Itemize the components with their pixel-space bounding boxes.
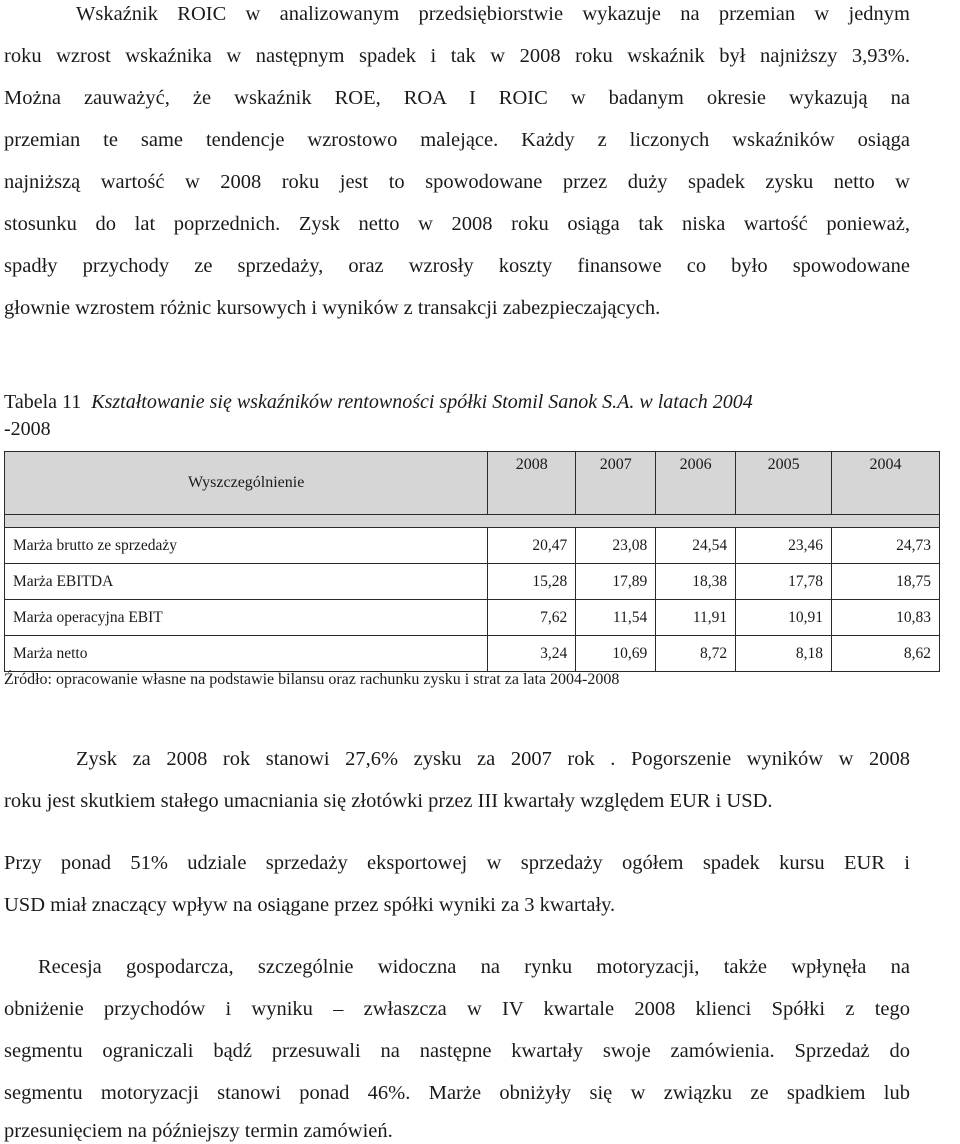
table-header-year: 2005	[736, 452, 832, 515]
text-line: segmentu ograniczali bądź przesuwali na następne kwartały swoje zamówienia. Sprzedaż do	[4, 1040, 910, 1062]
text-line: obniżenie przychodów i wyniku – zwłaszcza w IV kwartale 2008 klienci Spółki z tego	[4, 998, 910, 1020]
cell-value: 17,89	[576, 564, 656, 600]
cell-value: 23,46	[736, 528, 832, 564]
table-header-gap	[5, 515, 940, 528]
cell-value: 8,62	[832, 636, 940, 672]
table-caption-label: Tabela 11	[4, 391, 82, 413]
text-line: Można zauważyć, że wskaźnik ROE, ROA I ROIC w badanym okresie wykazują na	[4, 87, 910, 109]
text-line: Recesja gospodarcza, szczególnie widoczna na rynku motoryzacji, także wpłynęła na	[38, 956, 910, 978]
row-label: Marża brutto ze sprzedaży	[5, 528, 488, 564]
text-line: spadły przychody ze sprzedaży, oraz wzrosły koszty finansowe co było spowodowane	[4, 255, 910, 277]
text-line: przesunięciem na późniejszy termin zamówień.	[4, 1120, 393, 1142]
table-row	[5, 600, 940, 636]
row-label: Marża EBITDA	[5, 564, 488, 600]
text-line: roku jest skutkiem stałego umacniania się złotówki przez III kwartały względem EUR i USD.	[4, 790, 773, 812]
table-header-year: 2004	[832, 452, 940, 515]
cell-value: 18,38	[656, 564, 736, 600]
table-row	[5, 528, 940, 564]
cell-value: 17,78	[736, 564, 832, 600]
table-header-year: 2007	[576, 452, 656, 515]
cell-value: 11,91	[656, 600, 736, 636]
cell-value: 10,69	[576, 636, 656, 672]
cell-value: 23,08	[576, 528, 656, 564]
text-line: najniższą wartość w 2008 roku jest to spowodowane przez duży spadek zysku netto w	[4, 171, 910, 193]
cell-value: 10,83	[832, 600, 940, 636]
cell-value: 18,75	[832, 564, 940, 600]
text-line: stosunku do lat poprzednich. Zysk netto w 2008 roku osiąga tak niska wartość ponieważ,	[4, 213, 910, 235]
text-line: Przy ponad 51% udziale sprzedaży eksportowej w sprzedaży ogółem spadek kursu EUR i	[4, 852, 910, 874]
cell-value: 24,73	[832, 528, 940, 564]
table-caption-continuation: -2008	[4, 418, 51, 440]
table-header-year: 2006	[656, 452, 736, 515]
cell-value: 8,18	[736, 636, 832, 672]
table-caption-title: Kształtowanie się wskaźników rentowności spółki Stomil Sanok S.A. w latach 2004	[91, 391, 753, 413]
row-label: Marża operacyjna EBIT	[5, 600, 488, 636]
text-line: segmentu motoryzacji stanowi ponad 46%. Marże obniżyły się w związku ze spadkiem lub	[4, 1082, 910, 1104]
text-line: Wskaźnik ROIC w analizowanym przedsiębiorstwie wykazuje na przemian w jednym	[76, 3, 910, 25]
text-line: USD miał znaczący wpływ na osiągane przez spółki wyniki za 3 kwartały.	[4, 894, 616, 916]
row-label: Marża netto	[5, 636, 488, 672]
cell-value: 20,47	[488, 528, 576, 564]
cell-value: 24,54	[656, 528, 736, 564]
table-header-label: Wyszczególnienie	[5, 452, 488, 515]
table-source: Źródło: opracowanie własne na podstawie bilansu oraz rachunku zysku i strat za lata 2004-2008	[4, 671, 620, 688]
text-line: przemian te same tendencje wzrostowo malejące. Każdy z liczonych wskaźników osiąga	[4, 129, 910, 151]
profitability-table	[4, 451, 940, 672]
text-line: roku wzrost wskaźnika w następnym spadek i tak w 2008 roku wskaźnik był najniższy 3,93%.	[4, 45, 910, 67]
cell-value: 11,54	[576, 600, 656, 636]
cell-value: 10,91	[736, 600, 832, 636]
table-caption	[4, 390, 753, 414]
table-row	[5, 564, 940, 600]
text-line: Zysk za 2008 rok stanowi 27,6% zysku za 2007 rok . Pogorszenie wyników w 2008	[76, 748, 910, 770]
text-line: głownie wzrostem różnic kursowych i wyników z transakcji zabezpieczających.	[4, 297, 661, 319]
table-row	[5, 636, 940, 672]
table-header-year: 2008	[488, 452, 576, 515]
cell-value: 8,72	[656, 636, 736, 672]
cell-value: 15,28	[488, 564, 576, 600]
cell-value: 3,24	[488, 636, 576, 672]
cell-value: 7,62	[488, 600, 576, 636]
